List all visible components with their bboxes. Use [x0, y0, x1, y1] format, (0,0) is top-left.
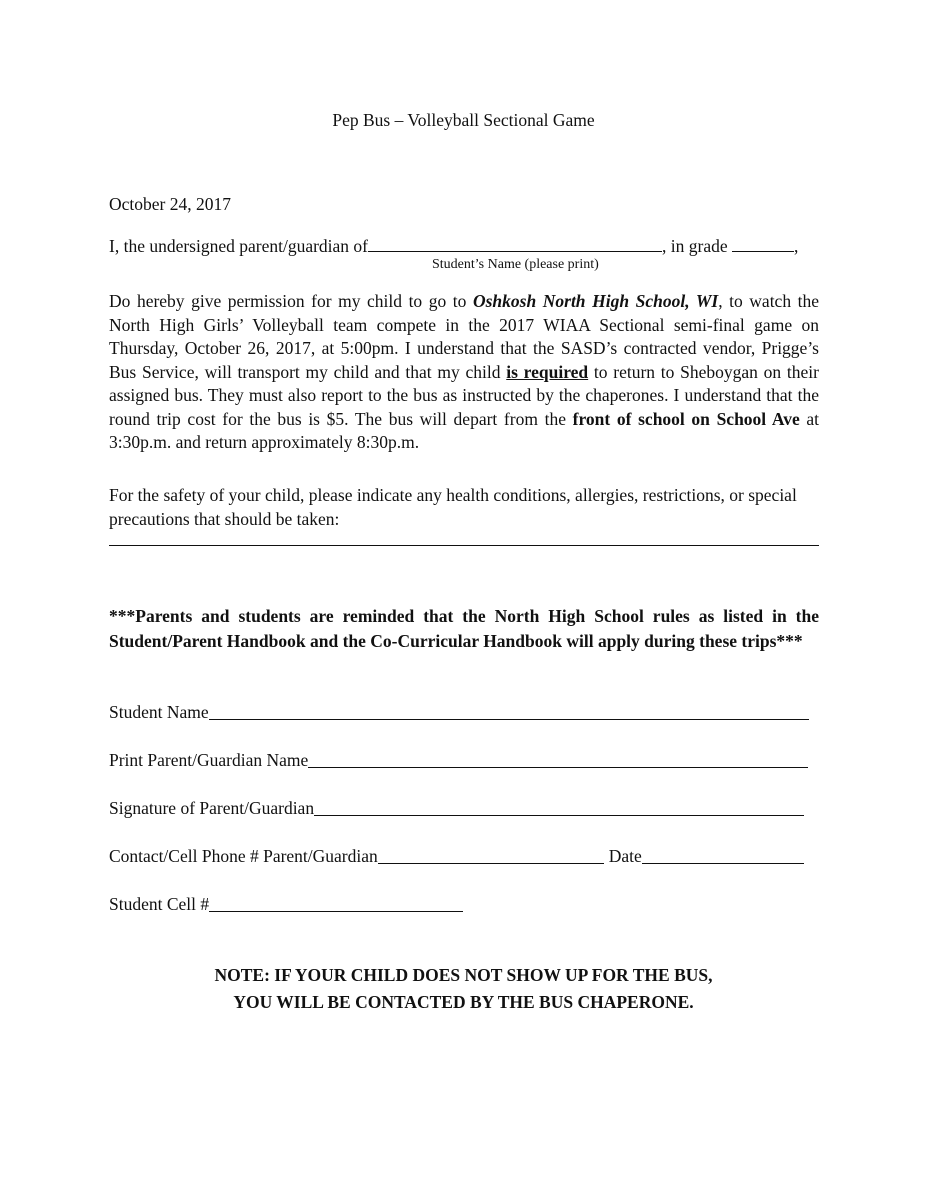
intro-prefix: I, the undersigned parent/guardian of [109, 236, 369, 256]
student-name-label: Student Name [109, 702, 209, 722]
signature-label: Signature of Parent/Guardian [109, 798, 315, 818]
safety-paragraph: For the safety of your child, please indicate any health conditions, allergies, restrictions, or special precautions that should be taken: [109, 485, 797, 529]
permission-text-3: to return to Sheboygan on their assigned bus. They must also report to the bus as instructed by the chaperones. I understand that the round trip cost for the bus is $5. The bus will depart from the [109, 361, 819, 429]
departure-location: front of school on School Ave [572, 408, 800, 429]
form-title: Pep Bus – Volleyball Sectional Game [332, 110, 595, 130]
note-line-1: NOTE: IF YOUR CHILD DOES NOT SHOW UP FOR THE BUS, [214, 965, 713, 985]
student-cell-field [109, 894, 463, 915]
student-cell-line[interactable] [209, 895, 463, 912]
parent-name-label: Print Parent/Guardian Name [109, 750, 309, 770]
student-name-caption: Student’s Name (please print) [432, 257, 599, 272]
permission-text-2: , to watch the North High Girls’ Volleyball team compete in the 2017 WIAA Sectional semi-final game on Thursday, October 26, 2017, at 5:00pm. I understand that the SASD’s contracted vendor, Prigge’s Bus Service, will transport my child and that my child [109, 291, 820, 382]
student-cell-label: Student Cell # [109, 894, 210, 914]
handbook-reminder: ***Parents and students are reminded that the North High School rules as listed in the Student/Parent Handbook and the Co-Curricular Handbook will apply during these trips*** [109, 606, 819, 651]
contact-phone-label: Contact/Cell Phone # Parent/Guardian [109, 846, 378, 866]
permission-text-4: at 3:30p.m. and return approximately 8:30p.m. [109, 408, 819, 452]
signature-line[interactable] [314, 799, 804, 816]
permission-text-1: Do hereby give permission for my child to go to [109, 291, 473, 311]
student-name-line[interactable] [209, 703, 809, 720]
date-line[interactable] [642, 847, 804, 864]
school-name: Oshkosh North High School, WI [472, 291, 719, 311]
required-emphasis: is required [506, 361, 589, 382]
student-name-field [109, 702, 809, 723]
intro-line [109, 236, 798, 257]
health-conditions-line[interactable] [109, 545, 819, 546]
grade-blank[interactable] [732, 236, 794, 252]
chaperone-note [0, 962, 927, 1016]
parent-name-field [109, 750, 808, 771]
form-date: October 24, 2017 [109, 194, 231, 214]
note-line-2: YOU WILL BE CONTACTED BY THE BUS CHAPERONE. [233, 992, 694, 1012]
intro-end: , [794, 236, 799, 256]
student-name-blank[interactable] [368, 236, 662, 252]
intro-grade-label: , in grade [662, 236, 728, 256]
date-label: Date [608, 846, 642, 866]
contact-phone-field [109, 846, 804, 867]
parent-name-line[interactable] [308, 751, 808, 768]
signature-field [109, 798, 804, 819]
contact-phone-line[interactable] [378, 847, 604, 864]
permission-paragraph [109, 290, 819, 455]
